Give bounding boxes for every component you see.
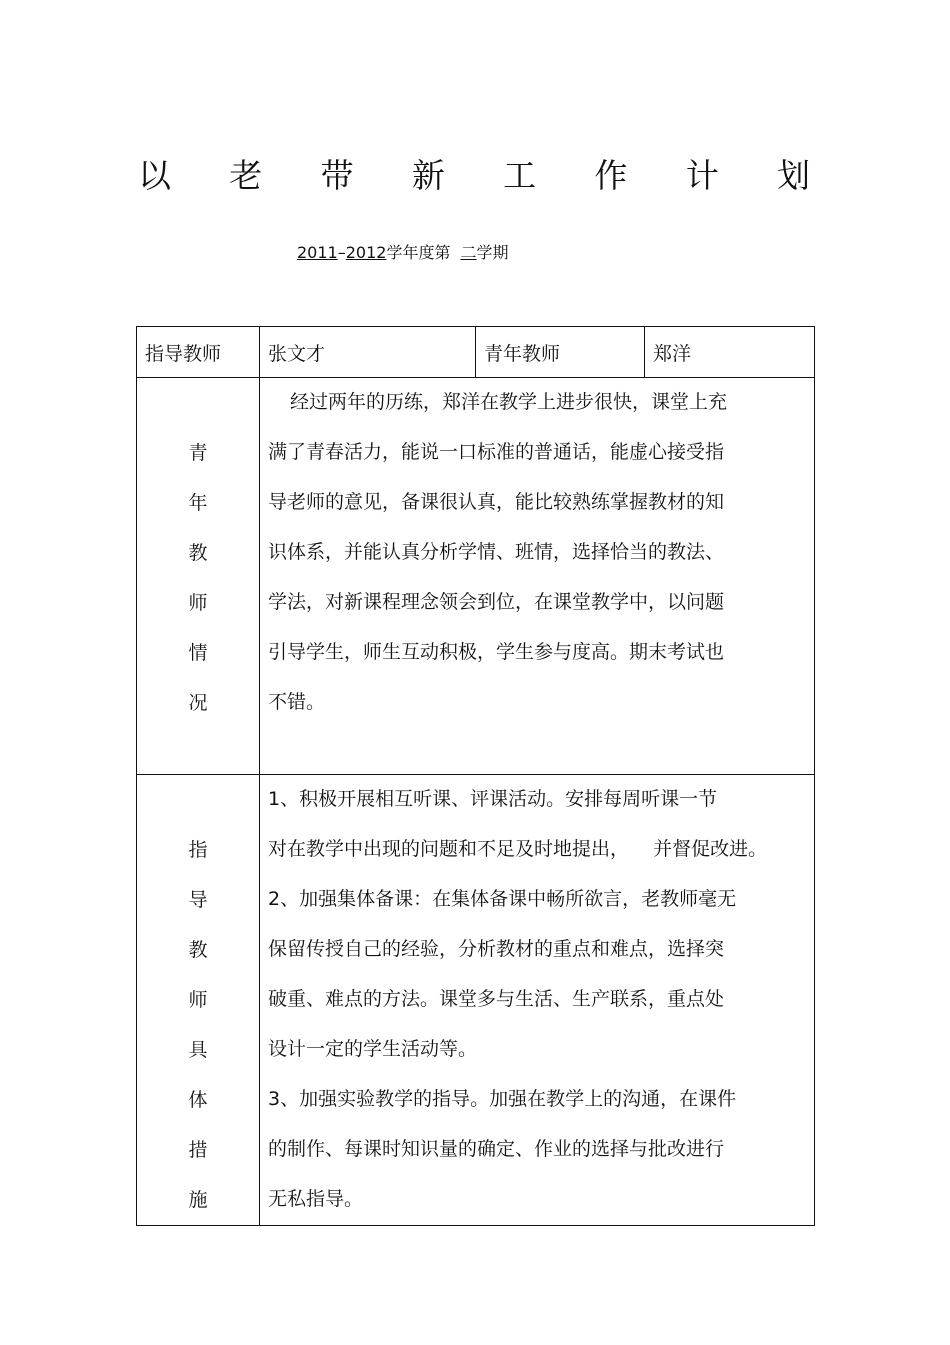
measures-line: 设计一定的学生活动等。 <box>268 1038 478 1060</box>
measures-content <box>260 775 815 1226</box>
label-char: 况 <box>188 692 208 714</box>
situation-label <box>137 378 260 775</box>
title-char: 工 <box>503 156 537 195</box>
situation-line: 不错。 <box>268 691 326 713</box>
mentor-label: 指导教师 <box>137 327 260 378</box>
measures-line: 对在教学中出现的问题和不足及时地提出， 并督促改进。 <box>268 838 768 860</box>
header-row <box>137 327 815 378</box>
measures-row <box>137 775 815 1226</box>
label-char: 体 <box>188 1089 208 1111</box>
situation-line: 识体系，并能认真分析学情、班情，选择恰当的教法、 <box>268 541 725 563</box>
title-char: 划 <box>776 156 810 195</box>
label-char: 导 <box>188 889 208 911</box>
subtitle-mid: 学年度第 <box>386 243 451 262</box>
young-teacher-name: 郑洋 <box>645 327 815 378</box>
measures-line: 保留传授自己的经验，分析教材的重点和难点，选择突 <box>268 938 725 960</box>
situation-line: 满了青春活力，能说一口标准的普通话，能虚心接受指 <box>268 441 725 463</box>
situation-line: 引导学生，师生互动积极，学生参与度高。期末考试也 <box>268 641 725 663</box>
year-start: 2011 <box>297 243 338 262</box>
young-teacher-label: 青年教师 <box>476 327 645 378</box>
label-char: 措 <box>188 1139 208 1161</box>
title-char: 以 <box>138 156 171 195</box>
measures-line: 3、加强实验教学的指导。加强在教学上的沟通，在课件 <box>268 1088 737 1110</box>
situation-row <box>137 378 815 775</box>
measures-line: 1、积极开展相互听课、评课活动。安排每周听课一节 <box>268 788 718 810</box>
year-dash: – <box>337 243 346 262</box>
situation-line: 经过两年的历练，郑洋在教学上进步很快，课堂上充 <box>290 391 728 413</box>
title-char: 计 <box>685 156 719 195</box>
year-end: 2012 <box>345 243 387 262</box>
measures-line: 的制作、每课时知识量的确定、作业的选择与批改进行 <box>268 1138 725 1160</box>
title-char: 老 <box>229 156 263 195</box>
label-char: 教 <box>188 939 208 961</box>
school-year-subtitle <box>297 240 508 263</box>
label-char: 指 <box>188 839 208 861</box>
label-char: 师 <box>188 592 208 614</box>
label-char: 教 <box>188 542 208 564</box>
label-char: 施 <box>188 1189 208 1211</box>
label-char: 师 <box>188 989 208 1011</box>
measures-line: 无私指导。 <box>268 1188 364 1210</box>
term-number: 二 <box>460 243 477 262</box>
plan-table <box>136 326 815 1226</box>
situation-content <box>260 378 815 775</box>
title-char: 带 <box>320 156 354 195</box>
measures-line: 2、加强集体备课：在集体备课中畅所欲言，老教师毫无 <box>268 888 737 910</box>
situation-line: 学法，对新课程理念领会到位，在课堂教学中，以问题 <box>268 591 725 613</box>
document-title <box>138 150 810 197</box>
situation-line: 导老师的意见，备课很认真，能比较熟练掌握教材的知 <box>268 491 725 513</box>
label-char: 情 <box>188 642 208 664</box>
measures-label <box>137 775 260 1226</box>
title-char: 新 <box>411 156 445 195</box>
label-char: 具 <box>188 1039 208 1061</box>
mentor-name: 张文才 <box>260 327 476 378</box>
label-char: 青 <box>188 442 208 464</box>
measures-line: 破重、难点的方法。课堂多与生活、生产联系，重点处 <box>268 988 725 1010</box>
label-char: 年 <box>188 492 208 514</box>
subtitle-end: 学期 <box>476 243 509 262</box>
title-char: 作 <box>594 156 628 195</box>
